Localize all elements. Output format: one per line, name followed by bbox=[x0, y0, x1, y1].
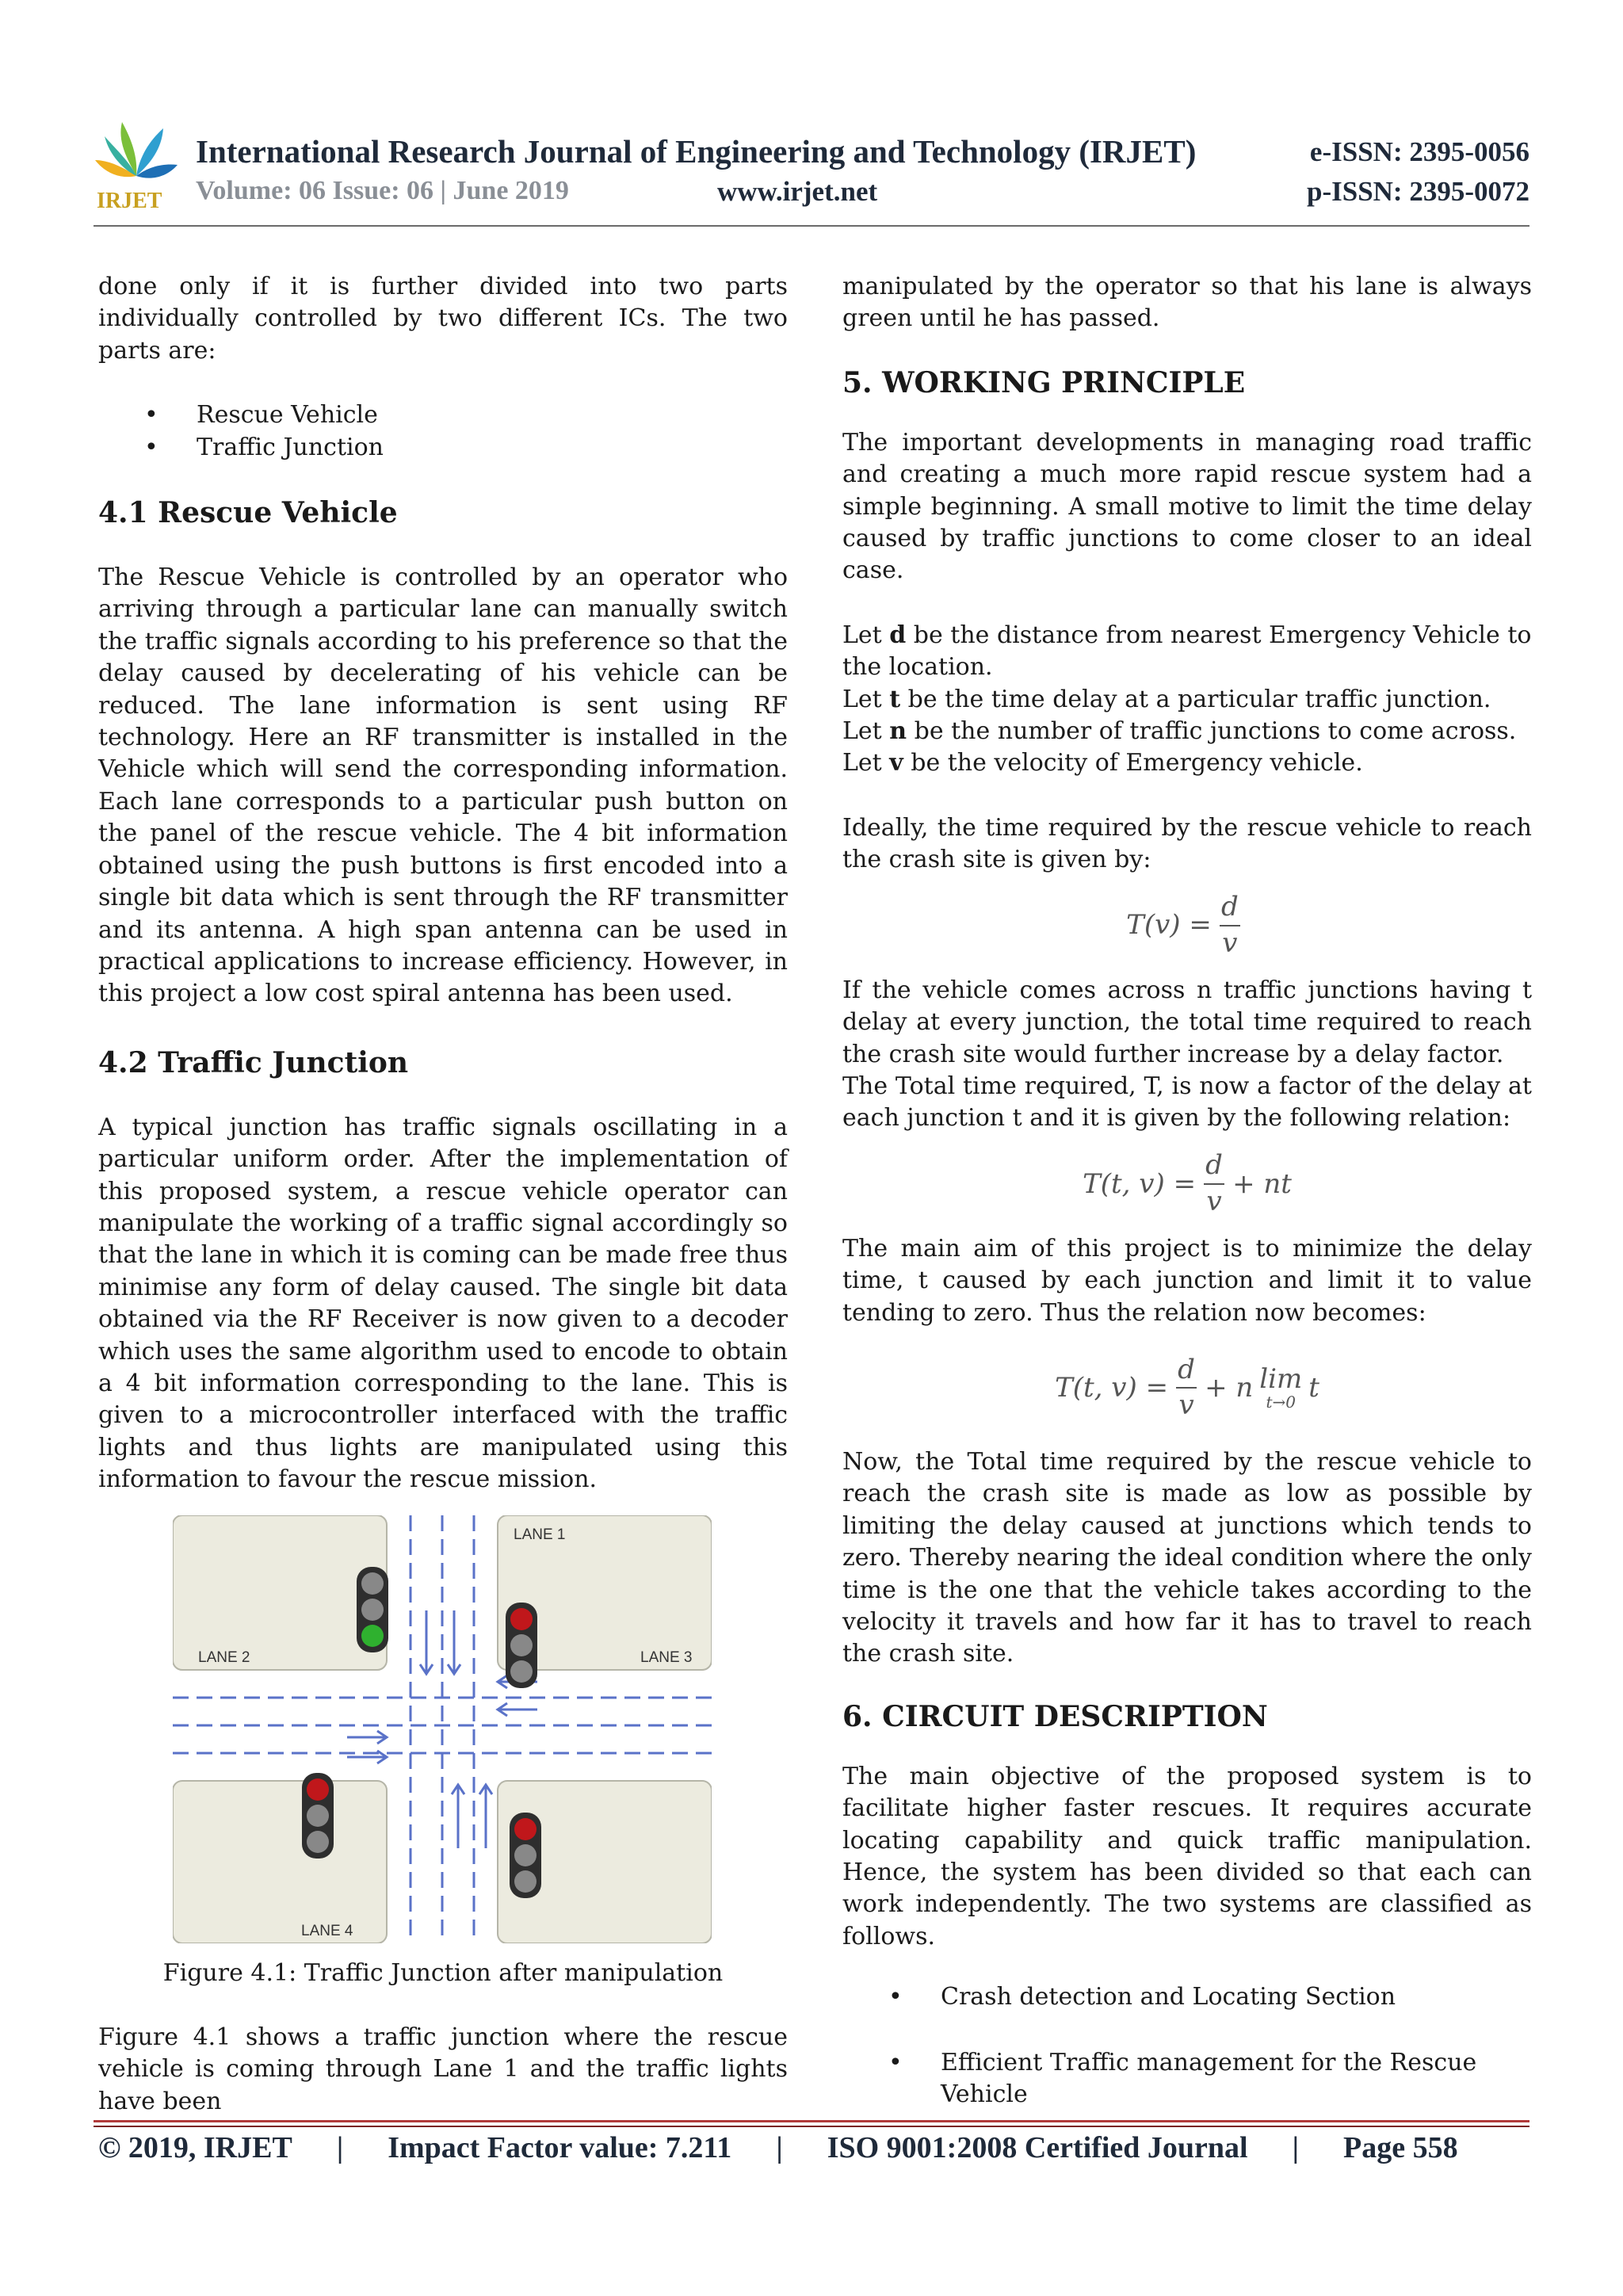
e-issn: e-ISSN: 2395-0056 bbox=[1309, 136, 1529, 167]
traffic-light-lane-2 bbox=[302, 1773, 334, 1859]
footer-iso: ISO 9001:2008 Certified Journal bbox=[827, 2131, 1248, 2164]
journal-title: International Research Journal of Engineering and Technology (IRJET) bbox=[196, 133, 1197, 170]
figure-caption: Figure 4.1: Traffic Junction after manipulation bbox=[162, 1958, 724, 1987]
journal-website: www.irjet.net bbox=[717, 176, 878, 207]
footer-impact-factor: Impact Factor value: 7.211 bbox=[388, 2131, 732, 2164]
equation-2: T(t, v) = $\frac{d}{v}$ + nt bbox=[1083, 1149, 1292, 1217]
section-heading-4-2: 4.2 Traffic Junction bbox=[98, 1045, 409, 1079]
list-item: • Crash detection and Locating Section bbox=[842, 1981, 1532, 2013]
page-header bbox=[0, 0, 1623, 238]
block-bottom-left bbox=[173, 1781, 387, 1943]
parts-list bbox=[98, 399, 788, 464]
main-aim-paragraph: The main aim of this project is to minimize the delay time, t caused by each junction and limit it to value tending to zero. Thus the relation now becomes: bbox=[842, 1234, 1532, 1327]
total-time-minimized-paragraph: Now, the Total time required by the rescue vehicle to reach the crash site is made as low as possible by limiting the delay caused at junctions which tends to zero. Thereby nearing the ideal condition where the only time is the one that the vehicle takes according to the velocity it travels and how far it has to travel to reach the crash site. bbox=[842, 1447, 1532, 1668]
traffic-light-lane-3 bbox=[506, 1603, 537, 1688]
section-heading-6: 6. CIRCUIT DESCRIPTION bbox=[842, 1699, 1268, 1733]
delay-factor-paragraph: If the vehicle comes across n traffic junctions having t delay at every junction, the total time required to reach the crash site would further increase by a delay factor. bbox=[842, 976, 1532, 1068]
section-heading-5: 5. WORKING PRINCIPLE bbox=[842, 365, 1246, 399]
footer-separator: | bbox=[776, 2131, 783, 2164]
traffic-junction-paragraph: A typical junction has traffic signals oscillating in a particular uniform order. After the implementation of this proposed system, a rescue vehicle operator can manipulate the working of a traffic signal accordingly so that the lane in which it is coming can be made free thus minimise any form of delay caused. The single bit data obtained via the RF Receiver is now given to a decoder which uses the same algorithm used to encode to obtain a 4 bit information corresponding to the lane. This is given to a microcontroller interfaced with the traffic lights and thus lights are manipulated using this information to favour the rescue mission. bbox=[98, 1113, 788, 1494]
equation-3: T(t, v) = $\frac{d}{v}$ + n lim t→0 t bbox=[1055, 1353, 1319, 1421]
irjet-logo bbox=[94, 117, 179, 211]
definition-t: Let t be the time delay at a particular traffic junction. bbox=[842, 685, 1491, 713]
section-heading-4-1: 4.1 Rescue Vehicle bbox=[98, 496, 398, 530]
rescue-vehicle-paragraph: The Rescue Vehicle is controlled by an operator who arriving through a particular lane can manually switch the traffic signals according to his preference so that the delay caused by decelerating of his vehicle can be reduced. The lane information is sent using RF technology. Here an RF transmitter is installed in the Vehicle which will send the corresponding information. Each lane corresponds to a particular push button on the panel of the rescue vehicle. The 4 bit information obtained using the push buttons is first encoded into a single bit data which is sent through the RF transmitter and its antenna. A high span antenna can be used in practical applications to increase efficiency. However, in this project a low cost spiral antenna has been used. bbox=[98, 563, 788, 1008]
footer-separator: | bbox=[336, 2131, 344, 2164]
traffic-light-lane-4 bbox=[510, 1813, 541, 1898]
list-item: • Traffic Junction bbox=[98, 432, 788, 464]
lane-4-label: LANE 4 bbox=[301, 1922, 353, 1939]
left-paragraph-1: done only if it is further divided into two parts individually controlled by two different ICs. The two parts are: bbox=[98, 273, 788, 365]
lane-1-label: LANE 1 bbox=[514, 1526, 566, 1543]
systems-list bbox=[842, 1981, 1532, 2111]
total-time-paragraph: The Total time required, T, is now a factor of the delay at each junction t and it is given by the following relation: bbox=[842, 1072, 1532, 1133]
definition-d: Let d be the distance from nearest Emergency Vehicle to the location. bbox=[842, 621, 1532, 682]
right-paragraph-1: manipulated by the operator so that his lane is always green until he has passed. bbox=[842, 273, 1532, 333]
footer-divider-bottom bbox=[94, 2126, 1529, 2127]
circuit-description-paragraph: The main objective of the proposed system is to facilitate higher faster rescues. It requires accurate locating capability and quick traffic manipulation. Hence, the system has been divided so that each can work independently. The two systems are classified as follows. bbox=[842, 1762, 1532, 1950]
list-item: • Rescue Vehicle bbox=[98, 399, 788, 431]
footer-page-number: Page 558 bbox=[1343, 2131, 1458, 2164]
traffic-light-lane-1 bbox=[357, 1567, 388, 1652]
working-principle-paragraph: The important developments in managing road traffic and creating a much more rapid rescue system had a simple beginning. A small motive to limit the time delay caused by traffic junctions to come closer to an ideal case. bbox=[842, 428, 1532, 585]
footer-copyright: © 2019, IRJET bbox=[98, 2131, 292, 2164]
figure-description-paragraph: Figure 4.1 shows a traffic junction where the rescue vehicle is coming through Lane 1 and the traffic lights have been bbox=[98, 2023, 788, 2115]
definition-n: Let n be the number of traffic junctions to come across. bbox=[842, 717, 1517, 746]
footer-separator: | bbox=[1292, 2131, 1299, 2164]
volume-issue: Volume: 06 Issue: 06 | June 2019 bbox=[196, 176, 569, 205]
logo-text: IRJET bbox=[97, 189, 162, 211]
lane-2-label: LANE 2 bbox=[198, 1648, 250, 1666]
traffic-junction-figure bbox=[173, 1515, 712, 1943]
lane-3-label: LANE 3 bbox=[640, 1648, 693, 1666]
left-column bbox=[98, 271, 788, 2118]
p-issn: p-ISSN: 2395-0072 bbox=[1306, 176, 1529, 207]
definition-v: Let v be the velocity of Emergency vehicle. bbox=[842, 749, 1363, 777]
equation-1: T(v) = $\frac{d}{v}$ bbox=[842, 888, 1532, 964]
block-top-left bbox=[173, 1515, 387, 1670]
list-item: • Efficient Traffic management for the Rescue Vehicle bbox=[842, 2047, 1532, 2111]
footer-divider-top bbox=[94, 2120, 1529, 2122]
page-footer bbox=[98, 2130, 1533, 2165]
ideal-time-paragraph: Ideally, the time required by the rescue vehicle to reach the crash site is given by: bbox=[842, 813, 1532, 874]
header-divider bbox=[94, 225, 1529, 227]
right-column bbox=[842, 271, 1532, 2111]
